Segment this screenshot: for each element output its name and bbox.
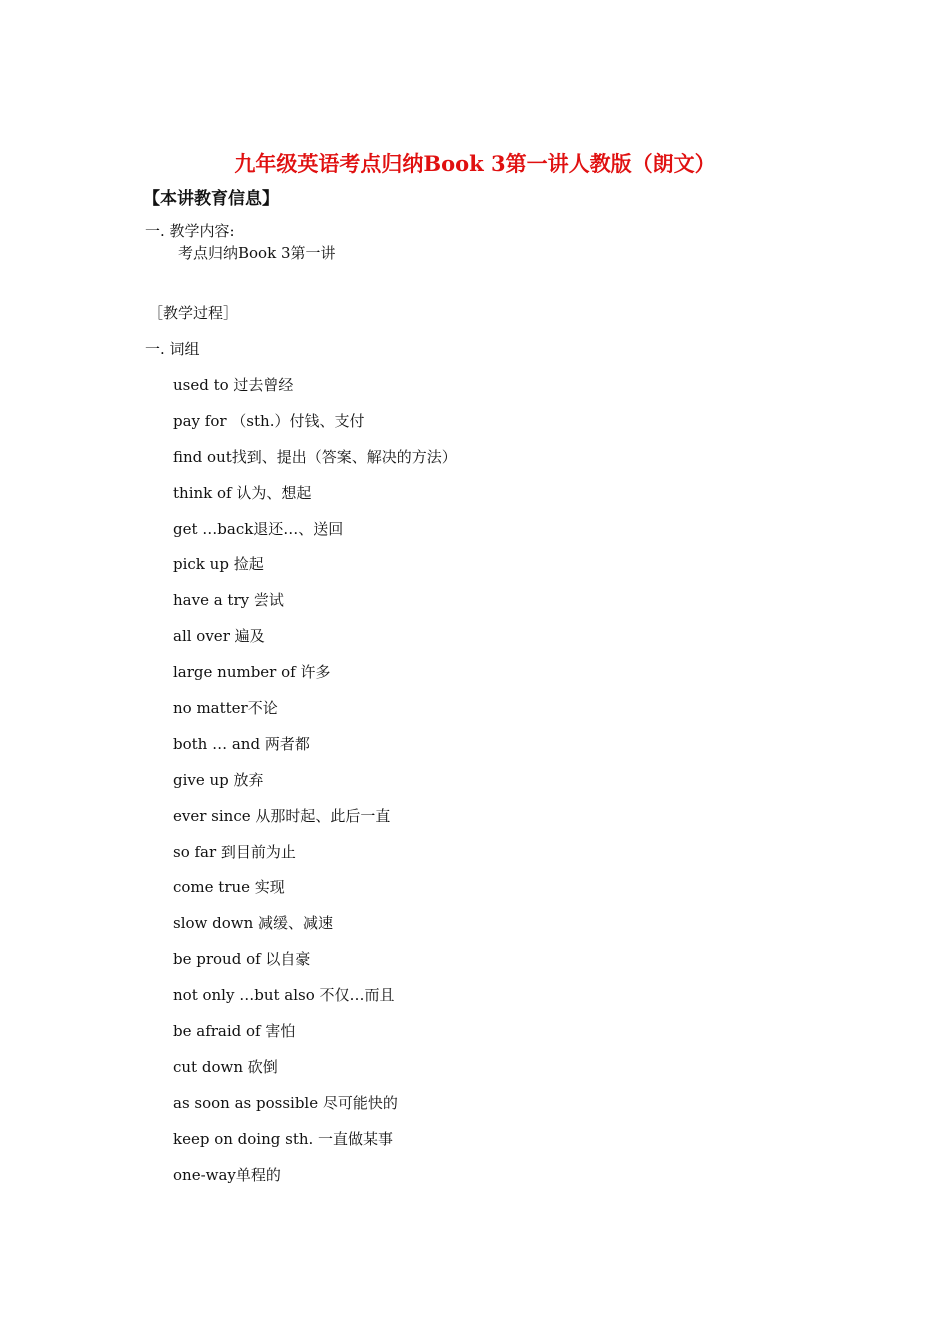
section-heading: 【本讲教育信息】 (143, 189, 279, 209)
phrase-item: not only …but also 不仅…而且 (173, 986, 395, 1005)
phrase-item: be proud of 以自豪 (173, 950, 311, 969)
phrase-item: both … and 两者都 (173, 734, 310, 753)
phrase-item: think of 认为、想起 (173, 483, 312, 502)
phrase-item: used to 过去曾经 (173, 376, 294, 394)
phrase-item: one-way单程的 (173, 1165, 281, 1184)
phrase-item: pay for （sth.）付钱、支付 (173, 411, 365, 430)
phrase-item: no matter不论 (173, 699, 278, 718)
phrase-list (173, 374, 457, 1199)
phrase-item: large number of 许多 (173, 663, 331, 682)
teaching-process-heading: ［教学过程］ (148, 304, 239, 322)
phrases-heading: 一. 词组 (145, 340, 200, 358)
teaching-content-body: 考点归纳Book 3第一讲 (178, 244, 336, 262)
phrase-item: slow down 减缓、减速 (173, 914, 334, 933)
phrase-item: find out找到、提出（答案、解决的方法） (173, 447, 457, 466)
phrase-item: give up 放弃 (173, 770, 264, 789)
phrase-item: cut down 砍倒 (173, 1057, 278, 1076)
phrase-item: have a try 尝试 (173, 591, 284, 610)
phrase-item: be afraid of 害怕 (173, 1022, 296, 1041)
document-title: 九年级英语考点归纳Book 3第一讲人教版（朗文） (234, 151, 716, 176)
phrase-item: ever since 从那时起、此后一直 (173, 806, 391, 825)
phrase-item: pick up 捡起 (173, 555, 264, 574)
phrase-item: so far 到目前为止 (173, 842, 296, 861)
phrase-item: come true 实现 (173, 878, 285, 897)
phrase-item: all over 遍及 (173, 627, 265, 646)
phrase-item: as soon as possible 尽可能快的 (173, 1093, 398, 1112)
phrase-item: get …back退还…、送回 (173, 519, 344, 538)
phrase-item: keep on doing sth. 一直做某事 (173, 1129, 394, 1148)
teaching-content-label: 一. 教学内容: (145, 222, 235, 240)
